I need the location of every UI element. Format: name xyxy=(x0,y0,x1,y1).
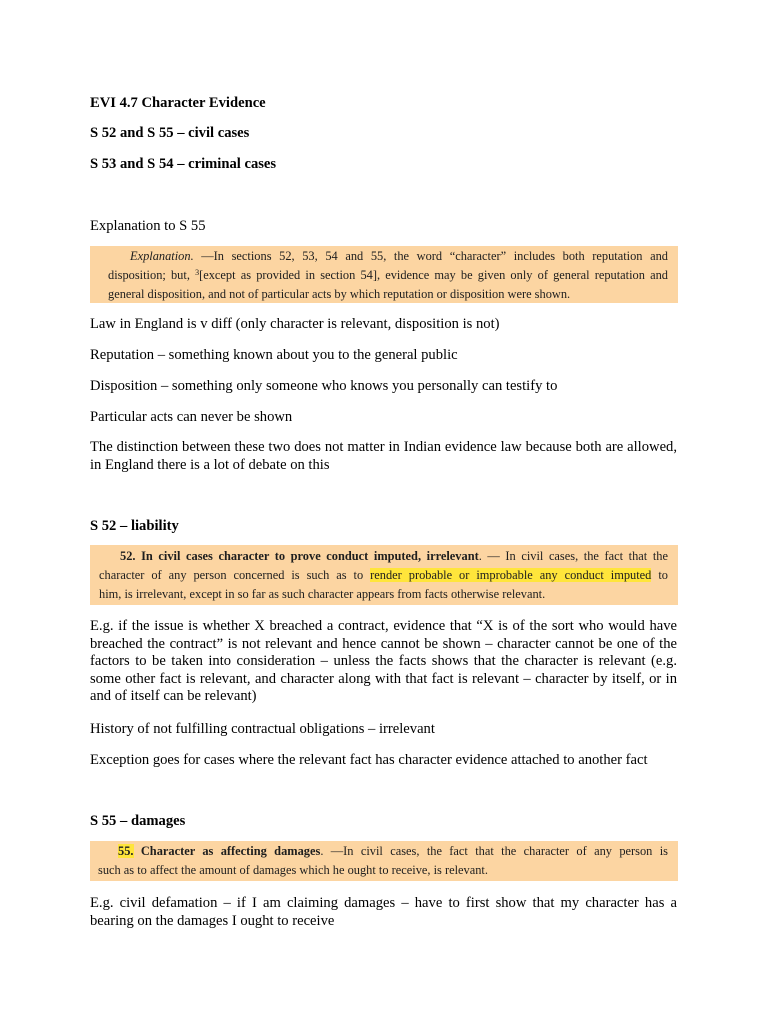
note-distinction: The distinction between these two does not matter in Indian evidence law because both are allowed, in England there is a lot of debate on this xyxy=(90,439,677,473)
note-s55-example: E.g. civil defamation – if I am claiming damages – have to first show that my character has a bearing on the damages I ought to receive xyxy=(90,895,677,929)
explanation-quote-lead: Explanation. xyxy=(130,249,194,263)
explanation-label: Explanation to S 55 xyxy=(90,218,206,234)
heading-civil-cases: S 52 and S 55 – civil cases xyxy=(90,125,250,141)
highlighted-phrase: render probable or improbable any conduct imputed xyxy=(370,568,652,582)
note-particular-acts: Particular acts can never be shown xyxy=(90,409,293,425)
s52-quote: 52. In civil cases character to prove conduct imputed, irrelevant. — In civil cases, the fact that the character of any person concerned is such as to render probable or improbable any conduct imputed to him, is irrelevant, except in so far as such character appears from facts otherwise relevant. xyxy=(90,545,678,605)
heading-criminal-cases: S 53 and S 54 – criminal cases xyxy=(90,156,277,172)
heading-s52: S 52 – liability xyxy=(90,518,179,534)
note-disposition: Disposition – something only someone who knows you personally can testify to xyxy=(90,378,558,394)
note-reputation: Reputation – something known about you to the general public xyxy=(90,347,458,363)
note-s52-example: E.g. if the issue is whether X breached a contract, evidence that “X is of the sort who would have breached the contract” is not relevant and hence cannot be shown – character cannot be one of the factors to be taken into consideration – unless the facts shows that the character is relevant (e.g. some other fact is relevant, and character along with that fact is relevant – character by itself, or in and of itself can be relevant) xyxy=(90,618,677,705)
s55-quote-lead: Character as affecting damages xyxy=(133,844,321,858)
document-title: EVI 4.7 Character Evidence xyxy=(90,95,266,111)
s55-number: 55. xyxy=(118,844,134,858)
note-england-law: Law in England is v diff (only character is relevant, disposition is not) xyxy=(90,316,500,332)
s52-quote-lead: 52. In civil cases character to prove conduct imputed, irrelevant xyxy=(120,549,479,563)
note-s52-exception: Exception goes for cases where the relevant fact has character evidence attached to another fact xyxy=(90,752,648,768)
note-s52-history: History of not fulfilling contractual obligations – irrelevant xyxy=(90,721,435,737)
explanation-quote: Explanation. —In sections 52, 53, 54 and 55, the word “character” includes both reputation and disposition; but, $^3$[except as provided in section 54], evidence may be given only of general reputation and general disposition, and not of particular acts by which reputation or disposition were shown. xyxy=(90,246,678,303)
s55-quote: 55. Character as affecting damages. —In civil cases, the fact that the character of any person is such as to affect the amount of damages which he ought to receive, is relevant. xyxy=(90,841,678,881)
heading-s55: S 55 – damages xyxy=(90,813,186,829)
footnote-marker: 3 xyxy=(195,268,200,277)
